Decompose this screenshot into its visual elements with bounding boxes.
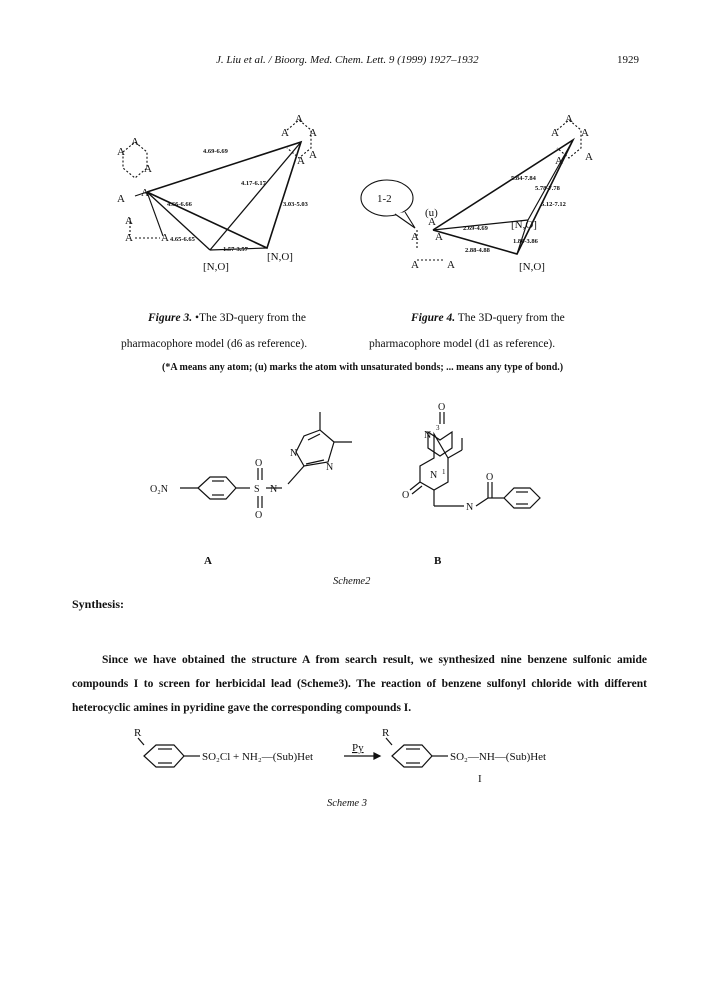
journal-citation: J. Liu et al. / Bioorg. Med. Chem. Lett. 9 (1999) 1927–1932 bbox=[216, 54, 479, 66]
figure-3-diagram bbox=[95, 100, 355, 285]
figure-4-diagram bbox=[355, 100, 615, 285]
scheme-3-label: Scheme 3 bbox=[327, 798, 367, 809]
atom-label: A bbox=[309, 149, 317, 161]
atom-label: A bbox=[281, 127, 289, 139]
no-label: [N,O] bbox=[519, 261, 545, 273]
paragraph-line: compounds I to screen for herbicidal lead (Scheme3). The reaction of benzene sulfonyl chloride with different bbox=[72, 678, 647, 690]
distance-label: 5.84-7.84 bbox=[511, 175, 536, 182]
atom-label: A bbox=[555, 155, 563, 167]
atom-n: N bbox=[424, 430, 432, 441]
atom-n: N bbox=[430, 470, 438, 481]
atom-label: A bbox=[428, 216, 436, 228]
atom-o: O bbox=[486, 472, 494, 483]
figure-4-caption-text: The 3D-query from the bbox=[455, 312, 565, 324]
atom-label: A bbox=[309, 127, 317, 139]
ring-position-1: 1 bbox=[442, 468, 446, 476]
atom-label: A bbox=[565, 113, 573, 125]
figure-4-caption-line1 bbox=[411, 312, 565, 324]
atom-label: A bbox=[435, 231, 443, 243]
r-group-label: R bbox=[382, 727, 390, 739]
atom-label: A bbox=[295, 113, 303, 125]
distance-label: 2.88-4.88 bbox=[465, 247, 490, 254]
figure-4-label: Figure 4. bbox=[411, 312, 456, 324]
distance-label: 3.03-5.03 bbox=[283, 201, 308, 208]
unsaturated-mark: (u) bbox=[425, 207, 438, 219]
atom-label: A bbox=[141, 187, 149, 199]
product-text: SO₂—NH—(Sub)Het bbox=[450, 751, 547, 763]
distance-label: 4.69-6.69 bbox=[203, 148, 228, 155]
distance-label: 4.17-6.17 bbox=[241, 180, 266, 187]
figure-footnote: (*A means any atom; (u) marks the atom with unsaturated bonds; ... means any type of bond.) bbox=[162, 362, 564, 373]
synthesis-paragraph bbox=[72, 648, 647, 720]
scheme-3-reaction bbox=[130, 718, 600, 798]
figure-3-caption-line1 bbox=[148, 312, 306, 324]
no-label: [N,O] bbox=[267, 251, 293, 263]
section-title: Synthesis: bbox=[72, 597, 125, 611]
paragraph-line: Since we have obtained the structure A from search result, we synthesized nine benzene sulfonic amide bbox=[102, 654, 647, 666]
atom-n: N bbox=[466, 502, 474, 513]
no-label: [N,O] bbox=[203, 261, 229, 273]
atom-o2n: O₂N bbox=[150, 484, 168, 495]
product-label: I bbox=[478, 773, 482, 785]
atom-label: A bbox=[297, 155, 305, 167]
atom-o: O bbox=[438, 402, 446, 413]
paragraph-line: heterocyclic amines in pyridine gave the corresponding compounds I. bbox=[72, 702, 412, 714]
page-number: 1929 bbox=[617, 54, 639, 66]
no-label: [N,O] bbox=[511, 219, 537, 231]
atom-label: A bbox=[161, 232, 169, 244]
atom-o: O bbox=[255, 510, 263, 521]
atom-o: O bbox=[402, 490, 410, 501]
distance-label: 5.12-7.12 bbox=[541, 201, 566, 208]
distance-label: 1.86-3.86 bbox=[513, 238, 538, 245]
callout-text: 1-2 bbox=[377, 193, 392, 205]
distance-label: 2.69-4.69 bbox=[463, 225, 488, 232]
atom-n: N bbox=[326, 462, 334, 473]
atom-label: A bbox=[585, 151, 593, 163]
atom-s: S bbox=[254, 484, 260, 495]
distance-label: 1.57-3.57 bbox=[223, 246, 248, 253]
compound-b-label: B bbox=[434, 555, 442, 567]
reagent-text: SO₂Cl + NH₂—(Sub)Het bbox=[202, 751, 314, 763]
distance-label: 4.66-6.66 bbox=[167, 201, 192, 208]
atom-label: A bbox=[581, 127, 589, 139]
atom-label: A bbox=[117, 146, 125, 158]
atom-o: O bbox=[255, 458, 263, 469]
ring-position-3: 3 bbox=[436, 424, 440, 432]
figure-3-label: Figure 3. bbox=[148, 312, 193, 324]
scheme-2-structures bbox=[120, 398, 580, 583]
atom-label: A bbox=[144, 163, 152, 175]
atom-label: A bbox=[125, 232, 133, 244]
figure-3-caption-text: •The 3D-query from the bbox=[192, 312, 306, 324]
atom-label: A bbox=[551, 127, 559, 139]
atom-label: A bbox=[411, 259, 419, 271]
atom-label: A bbox=[131, 136, 139, 148]
atom-n: N bbox=[270, 484, 278, 495]
figure-4-caption-line2: pharmacophore model (d1 as reference). bbox=[369, 338, 556, 350]
figure-3-caption-line2: pharmacophore model (d6 as reference). bbox=[121, 338, 308, 350]
r-group-label: R bbox=[134, 727, 142, 739]
atom-n: N bbox=[290, 448, 298, 459]
running-header bbox=[0, 54, 711, 70]
distance-label: 4.65-6.65 bbox=[170, 236, 195, 243]
atom-label: A bbox=[411, 231, 419, 243]
distance-label: 5.78-7.78 bbox=[535, 185, 560, 192]
atom-label: A bbox=[125, 215, 133, 227]
solvent-label: Py bbox=[352, 742, 364, 754]
compound-a-label: A bbox=[204, 555, 212, 567]
scheme-2-label: Scheme2 bbox=[333, 576, 371, 587]
atom-label: A bbox=[447, 259, 455, 271]
atom-label: A bbox=[117, 193, 125, 205]
